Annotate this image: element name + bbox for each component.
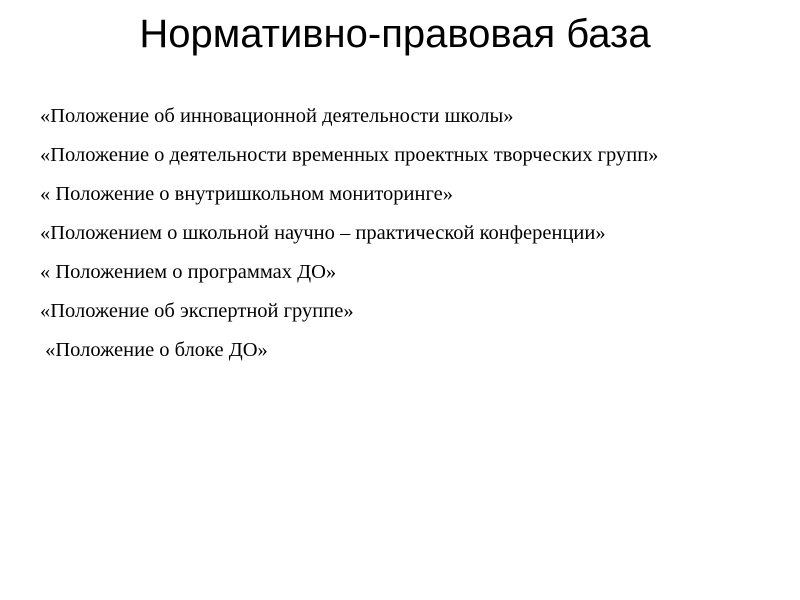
list-item: «Положение об инновационной деятельности школы» [40,105,514,127]
list-item: «Положением о школьной научно – практической конференции» [40,222,606,244]
list-item: « Положение о внутришкольном мониторинге» [40,183,453,205]
list-item: «Положение об экспертной группе» [40,300,354,322]
slide-title: Нормативно-правовая база [139,12,651,56]
list-item: «Положение о блоке ДО» [40,339,268,361]
document-list [40,103,730,376]
list-item: «Положение о деятельности временных проектных творческих групп» [40,144,659,166]
list-item: « Положением о программах ДО» [40,261,337,283]
